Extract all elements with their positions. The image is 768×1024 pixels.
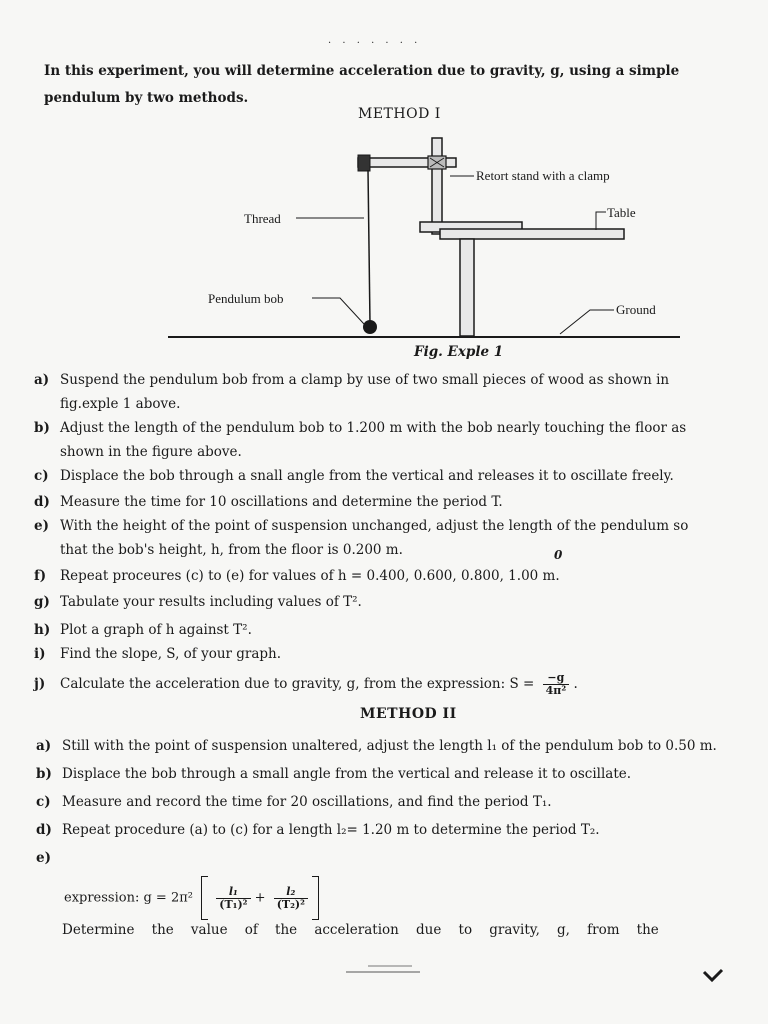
step-text: Find the slope, S, of your graph.	[60, 646, 282, 662]
step-text: Suspend the pendulum bob from a clamp by use of two small pieces of wood as shown in fig.exple 1 above.	[60, 372, 670, 412]
table-leg	[460, 239, 474, 336]
label-ground: Ground	[616, 302, 656, 317]
m1-step-d	[34, 490, 734, 514]
method1-title: METHOD I	[358, 106, 441, 122]
retort-stand-rod	[432, 138, 442, 234]
thread	[368, 170, 370, 324]
m1-step-b	[34, 416, 694, 464]
step-text: Still with the point of suspension unaltered, adjust the length l₁ of the pendulum bob to 0.50 m.	[62, 738, 717, 754]
step-label: f)	[34, 568, 47, 584]
step-text: Repeat procedure (a) to (c) for a length l₂= 1.20 m to determine the period T₂.	[62, 822, 600, 838]
step-label: i)	[34, 646, 46, 662]
m1-step-e	[34, 514, 706, 562]
step-text: With the height of the point of suspension unchanged, adjust the length of the pendulum so that the bob's height, h, from the floor is 0.200 m.	[60, 518, 689, 558]
label-table: Table	[607, 205, 636, 220]
m2-step-c	[36, 790, 756, 814]
plus-sign: +	[254, 890, 266, 906]
table-top	[440, 229, 624, 239]
m1-step-f	[34, 564, 734, 588]
step-label: c)	[36, 794, 51, 810]
step-text: Tabulate your results including values of T².	[60, 594, 362, 610]
handwritten-note: 0	[554, 548, 563, 562]
label-bob: Pendulum bob	[208, 291, 284, 306]
step-label: j)	[34, 676, 46, 692]
fraction-2-numerator: l₂	[274, 886, 308, 899]
step-label: d)	[34, 494, 50, 510]
step-label: g)	[34, 594, 50, 610]
fraction-2-denominator: (T₂)²	[276, 897, 305, 911]
step-text: Measure the time for 10 oscillations and determine the period T.	[60, 494, 503, 510]
m1-step-h	[34, 618, 734, 642]
step-text: Repeat proceures (c) to (e) for values of h = 0.400, 0.600, 0.800, 1.00 m.	[60, 568, 560, 584]
m1-step-a	[34, 368, 694, 416]
header-smudge: · · · · · · ·	[328, 38, 422, 49]
fraction-1-numerator: l₁	[216, 886, 250, 899]
step-text: Calculate the acceleration due to gravity, g, from the expression: S =	[60, 676, 535, 692]
step-text: Adjust the length of the pendulum bob to 1.200 m with the bob nearly touching the floor as shown in the figure above.	[60, 420, 687, 460]
step-text: Measure and record the time for 20 oscillations, and find the period T₁.	[62, 794, 552, 810]
step-text: Displace the bob through a small angle from the vertical and release it to oscillate.	[62, 766, 632, 782]
step-text: Plot a graph of h against T².	[60, 622, 252, 638]
m2-step-a	[36, 734, 756, 758]
step-tail: .	[573, 676, 578, 692]
step-label: h)	[34, 622, 51, 638]
method2-title: METHOD II	[360, 706, 457, 722]
step-label: a)	[36, 738, 52, 754]
step-text: Determine the value of the acceleration due to gravity, g, from the	[62, 922, 659, 938]
fraction-2	[274, 886, 308, 911]
pendulum-figure	[0, 130, 768, 360]
slope-numerator: −g	[543, 672, 570, 685]
pendulum-bob	[363, 320, 377, 334]
m2-step-d	[36, 818, 756, 842]
step-label: e)	[36, 850, 51, 866]
expression-prefix: expression: g = 2π²	[64, 890, 193, 906]
left-bracket	[201, 876, 208, 920]
step-label: e)	[34, 518, 49, 534]
bottom-scan-marks	[0, 960, 768, 990]
step-label: b)	[34, 420, 50, 436]
g-expression	[64, 876, 319, 920]
label-thread: Thread	[244, 211, 281, 226]
wood-pieces	[358, 155, 370, 171]
m1-step-c	[34, 464, 734, 488]
slope-fraction	[543, 672, 570, 697]
m2-step-b	[36, 762, 756, 786]
fraction-1	[216, 886, 250, 911]
step-label: a)	[34, 372, 50, 388]
intro-paragraph: In this experiment, you will determine acceleration due to gravity, g, using a simple pendulum by two methods.	[44, 63, 680, 106]
step-text: Displace the bob through a snall angle from the vertical and releases it to oscillate freely.	[60, 468, 674, 484]
label-retort: Retort stand with a clamp	[476, 168, 610, 183]
figure-caption: Fig. Exple 1	[414, 344, 504, 360]
right-bracket	[312, 876, 319, 920]
step-label: b)	[36, 766, 52, 782]
m1-step-j	[34, 672, 734, 697]
step-label: d)	[36, 822, 52, 838]
step-label: c)	[34, 468, 49, 484]
corner-check-mark	[704, 970, 722, 980]
m1-step-i	[34, 642, 734, 666]
m1-step-g	[34, 590, 734, 614]
slope-denominator: 4π²	[545, 684, 567, 697]
fraction-1-denominator: (T₁)²	[219, 897, 248, 911]
